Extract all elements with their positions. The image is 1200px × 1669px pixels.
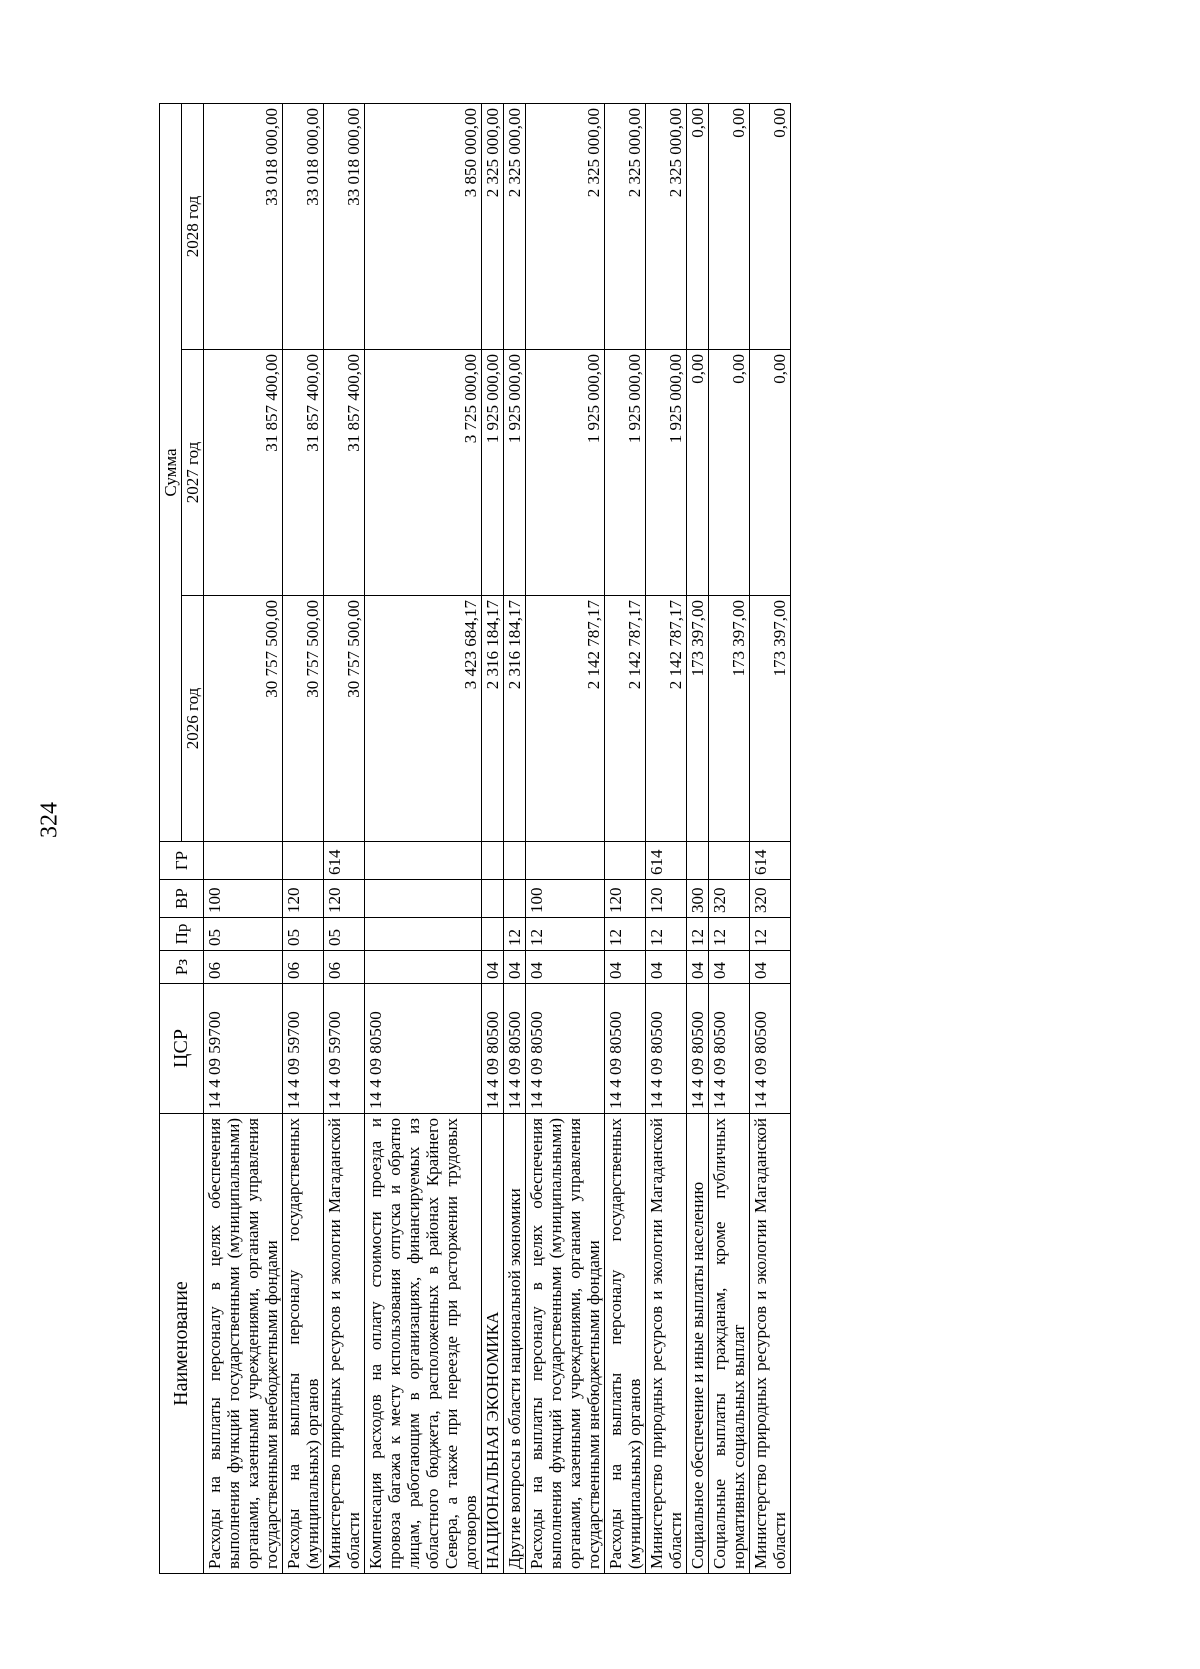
cell-2028: 0,00 [709, 104, 750, 350]
cell-pr: 12 [526, 918, 605, 951]
cell-csr: 14 4 09 80500 [646, 984, 687, 1114]
cell-csr: 14 4 09 59700 [283, 984, 324, 1114]
cell-vr [365, 880, 482, 918]
cell-2027: 1 925 000,00 [526, 350, 605, 596]
cell-name: Расходы на выплаты персоналу в целях обеспечения выполнения функций государственными (муниципальными) органами, казенными учреждениями, органами управления государственными внебюджетными фондами [526, 1114, 605, 1574]
cell-2028: 2 325 000,00 [504, 104, 526, 350]
cell-vr: 120 [646, 880, 687, 918]
cell-pr: 05 [283, 918, 324, 951]
cell-name: Социальные выплаты гражданам, кроме публичных нормативных социальных выплат [709, 1114, 750, 1574]
cell-2028: 0,00 [687, 104, 709, 350]
cell-2026: 30 757 500,00 [204, 596, 283, 842]
table-row [709, 104, 750, 1574]
cell-csr: 14 4 09 80500 [365, 984, 482, 1114]
cell-name: Социальное обеспечение и иные выплаты населению [687, 1114, 709, 1574]
cell-pr: 05 [204, 918, 283, 951]
cell-vr [504, 880, 526, 918]
cell-2027: 31 857 400,00 [204, 350, 283, 596]
cell-vr: 120 [324, 880, 365, 918]
cell-rz: 04 [605, 951, 646, 984]
cell-2028: 2 325 000,00 [646, 104, 687, 350]
header-pr: Пр [160, 918, 204, 951]
cell-name: Расходы на выплаты персоналу государственных (муниципальных) органов [605, 1114, 646, 1574]
cell-2028: 0,00 [750, 104, 791, 350]
cell-csr: 14 4 09 80500 [605, 984, 646, 1114]
cell-pr: 12 [646, 918, 687, 951]
cell-2026: 2 316 184,17 [504, 596, 526, 842]
cell-rz: 06 [283, 951, 324, 984]
cell-name: Расходы на выплаты персоналу государственных (муниципальных) органов [283, 1114, 324, 1574]
table-row [365, 104, 482, 1574]
cell-gr [482, 842, 504, 880]
cell-gr [204, 842, 283, 880]
table-row [605, 104, 646, 1574]
cell-pr: 05 [324, 918, 365, 951]
table-body [204, 104, 791, 1574]
cell-2028: 33 018 000,00 [324, 104, 365, 350]
header-gr: ГР [160, 842, 204, 880]
header-sum: Сумма [160, 104, 182, 842]
cell-name: Расходы на выплаты персоналу в целях обеспечения выполнения функций государственными (муниципальными) органами, казенными учреждениями, органами управления государственными внебюджетными фондами [204, 1114, 283, 1574]
cell-csr: 14 4 09 59700 [204, 984, 283, 1114]
cell-rz: 04 [750, 951, 791, 984]
header-year-2028: 2028 год [182, 104, 204, 350]
cell-2026: 30 757 500,00 [283, 596, 324, 842]
cell-rz: 04 [646, 951, 687, 984]
cell-pr: 12 [750, 918, 791, 951]
cell-2027: 1 925 000,00 [605, 350, 646, 596]
table-row [504, 104, 526, 1574]
cell-2027: 1 925 000,00 [504, 350, 526, 596]
cell-rz: 04 [687, 951, 709, 984]
rotated-table-container [159, 104, 791, 1574]
cell-csr: 14 4 09 80500 [750, 984, 791, 1114]
cell-2027: 31 857 400,00 [283, 350, 324, 596]
table-row [482, 104, 504, 1574]
page-number: 324 [36, 802, 63, 838]
cell-rz [365, 951, 482, 984]
header-year-2026: 2026 год [182, 596, 204, 842]
header-row-1 [160, 104, 182, 1574]
cell-csr: 14 4 09 80500 [687, 984, 709, 1114]
header-vr: ВР [160, 880, 204, 918]
cell-2027: 3 725 000,00 [365, 350, 482, 596]
cell-csr: 14 4 09 59700 [324, 984, 365, 1114]
cell-2026: 2 142 787,17 [605, 596, 646, 842]
cell-csr: 14 4 09 80500 [504, 984, 526, 1114]
cell-gr: 614 [324, 842, 365, 880]
cell-vr: 100 [526, 880, 605, 918]
cell-rz: 06 [204, 951, 283, 984]
cell-2026: 2 142 787,17 [526, 596, 605, 842]
cell-rz: 04 [482, 951, 504, 984]
cell-2028: 2 325 000,00 [526, 104, 605, 350]
cell-2027: 0,00 [750, 350, 791, 596]
cell-2026: 173 397,00 [750, 596, 791, 842]
budget-table [159, 103, 791, 1574]
cell-rz: 04 [504, 951, 526, 984]
table-row [526, 104, 605, 1574]
cell-name: Министерство природных ресурсов и экологии Магаданской области [750, 1114, 791, 1574]
cell-vr: 320 [750, 880, 791, 918]
cell-vr: 120 [605, 880, 646, 918]
cell-vr [482, 880, 504, 918]
table-header [160, 104, 204, 1574]
cell-name: НАЦИОНАЛЬНАЯ ЭКОНОМИКА [482, 1114, 504, 1574]
cell-rz: 04 [709, 951, 750, 984]
cell-csr: 14 4 09 80500 [482, 984, 504, 1114]
cell-2026: 173 397,00 [709, 596, 750, 842]
cell-gr: 614 [646, 842, 687, 880]
cell-2028: 33 018 000,00 [204, 104, 283, 350]
table-row [687, 104, 709, 1574]
cell-2026: 173 397,00 [687, 596, 709, 842]
table-row [646, 104, 687, 1574]
cell-2026: 2 142 787,17 [646, 596, 687, 842]
cell-pr: 12 [504, 918, 526, 951]
cell-gr: 614 [750, 842, 791, 880]
cell-vr: 300 [687, 880, 709, 918]
cell-2026: 30 757 500,00 [324, 596, 365, 842]
cell-pr: 12 [687, 918, 709, 951]
cell-csr: 14 4 09 80500 [709, 984, 750, 1114]
table-row [750, 104, 791, 1574]
header-year-2027: 2027 год [182, 350, 204, 596]
cell-gr [709, 842, 750, 880]
cell-name: Министерство природных ресурсов и экологии Магаданской области [646, 1114, 687, 1574]
cell-csr: 14 4 09 80500 [526, 984, 605, 1114]
cell-name: Компенсация расходов на оплату стоимости проезда и провоза багажа к месту использования отпуска и обратно лицам, работающим в организациях, финансируемых из областного бюджета, расположенных в районах Крайнего Севера, а также при переезде при расторжении трудовых договоров [365, 1114, 482, 1574]
cell-2028: 2 325 000,00 [605, 104, 646, 350]
cell-2027: 1 925 000,00 [482, 350, 504, 596]
cell-pr [365, 918, 482, 951]
table-row [204, 104, 283, 1574]
header-name: Наименование [160, 1114, 204, 1574]
cell-gr [526, 842, 605, 880]
cell-rz: 06 [324, 951, 365, 984]
header-csr: ЦСР [160, 984, 204, 1114]
cell-pr: 12 [605, 918, 646, 951]
cell-2027: 0,00 [709, 350, 750, 596]
cell-2027: 31 857 400,00 [324, 350, 365, 596]
cell-gr [283, 842, 324, 880]
cell-gr [605, 842, 646, 880]
cell-gr [365, 842, 482, 880]
cell-vr: 100 [204, 880, 283, 918]
table-row [324, 104, 365, 1574]
cell-name: Другие вопросы в области национальной экономики [504, 1114, 526, 1574]
cell-gr [687, 842, 709, 880]
table-row [283, 104, 324, 1574]
cell-2028: 3 850 000,00 [365, 104, 482, 350]
cell-pr: 12 [709, 918, 750, 951]
cell-2026: 3 423 684,17 [365, 596, 482, 842]
cell-2027: 0,00 [687, 350, 709, 596]
cell-rz: 04 [526, 951, 605, 984]
cell-vr: 120 [283, 880, 324, 918]
cell-2026: 2 316 184,17 [482, 596, 504, 842]
cell-vr: 320 [709, 880, 750, 918]
cell-2028: 33 018 000,00 [283, 104, 324, 350]
header-rz: Рз [160, 951, 204, 984]
cell-pr [482, 918, 504, 951]
cell-gr [504, 842, 526, 880]
cell-2028: 2 325 000,00 [482, 104, 504, 350]
cell-name: Министерство природных ресурсов и экологии Магаданской области [324, 1114, 365, 1574]
cell-2027: 1 925 000,00 [646, 350, 687, 596]
